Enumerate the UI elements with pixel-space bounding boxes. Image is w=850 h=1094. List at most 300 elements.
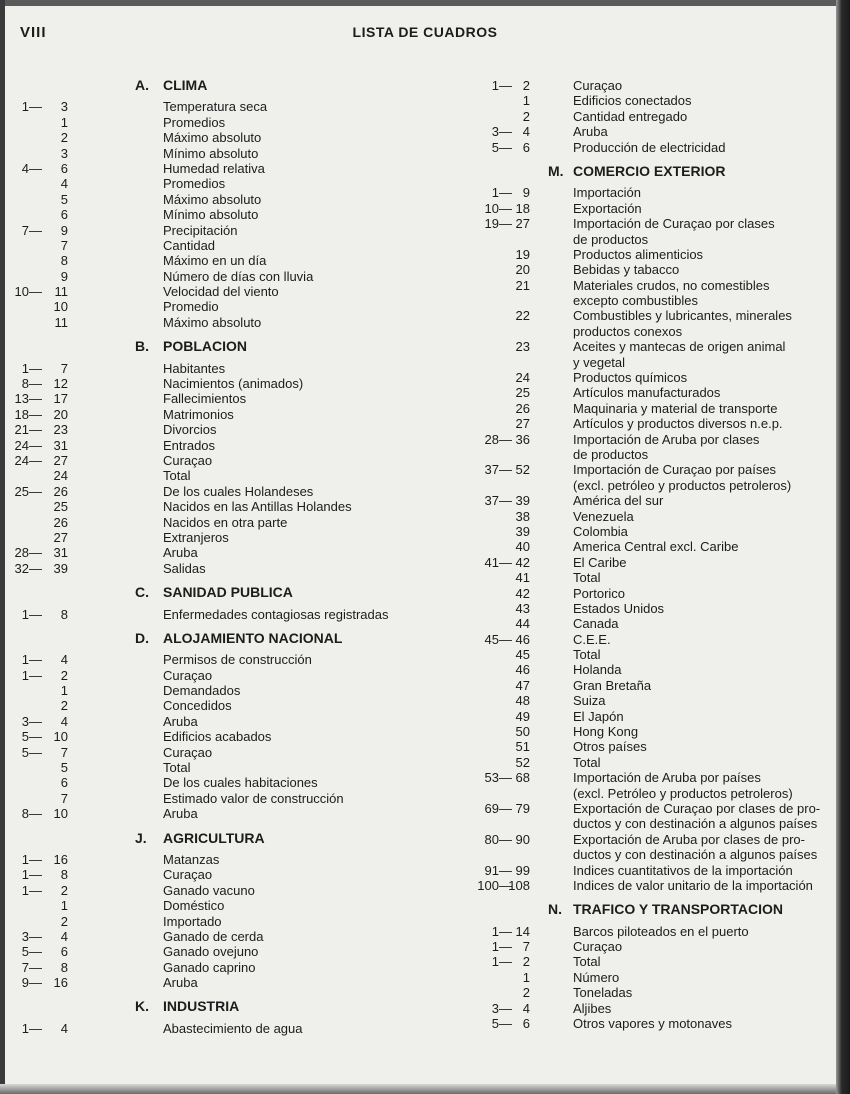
table-title: Divorcios (163, 422, 217, 438)
table-range-start: 1— (491, 954, 512, 970)
table-number: 43 (515, 600, 530, 616)
table-entry-continuation (440, 447, 850, 462)
table-range-start: 1— (21, 1020, 42, 1036)
table-number: 4 (60, 1020, 68, 1036)
table-number: 11 (54, 284, 68, 300)
table-entry (440, 924, 850, 939)
table-entry (440, 93, 850, 108)
table-entry (440, 509, 850, 524)
table-number: 3 (60, 99, 68, 115)
table-title: excepto combustibles (573, 293, 699, 309)
table-entry (440, 632, 850, 647)
table-range-start: 80— (484, 831, 512, 847)
table-title: Total (573, 754, 601, 770)
table-title: Temperatura seca (163, 99, 268, 115)
section-title: TRAFICO Y TRANSPORTACION (573, 901, 784, 918)
table-number: 4 (60, 713, 68, 729)
table-number: 14 (515, 923, 530, 939)
table-number: 16 (53, 975, 68, 991)
table-entry (0, 253, 440, 268)
table-number: 108 (508, 877, 530, 893)
table-range-start: 28— (14, 545, 42, 561)
table-range-start: 1— (21, 652, 42, 668)
table-entry (0, 176, 440, 191)
table-entry (440, 601, 850, 616)
table-entry (440, 432, 850, 447)
table-number: 25 (53, 499, 68, 515)
table-number: 4 (60, 652, 68, 668)
table-entry (0, 714, 440, 729)
table-title: Permisos de construcción (163, 652, 312, 668)
table-entry (0, 683, 440, 698)
table-range-start: 1— (491, 923, 512, 939)
section-letter: K. (135, 998, 149, 1015)
section-letter: A. (135, 77, 149, 93)
table-entry-continuation (440, 293, 850, 308)
section-letter: D. (135, 629, 149, 646)
table-range-start: 3— (491, 1000, 512, 1016)
table-entry (0, 883, 440, 898)
table-number: 2 (522, 108, 530, 124)
table-range-start: 4— (21, 160, 42, 176)
table-title: (excl. Petróleo y productos petroleros) (573, 785, 793, 801)
table-number: 1 (522, 969, 530, 985)
table-title: Combustibles y lubricantes, minerales (573, 308, 792, 324)
table-title: ductos y con destinación a algunos países (573, 816, 818, 832)
table-number: 4 (522, 1000, 530, 1016)
table-range-start: 7— (21, 959, 42, 975)
table-entry (0, 484, 440, 499)
table-range-start: 5— (491, 139, 512, 155)
table-title: Toneladas (573, 985, 633, 1001)
table-number: 27 (53, 452, 68, 468)
table-entry (440, 216, 850, 231)
table-number: 20 (515, 262, 530, 278)
table-number: 26 (53, 514, 68, 530)
section-heading (0, 339, 440, 354)
table-title: C.E.E. (573, 631, 611, 647)
section-title: CLIMA (163, 77, 208, 93)
table-number: 2 (522, 985, 530, 1001)
table-title: Máximo absoluto (163, 130, 262, 146)
table-entry (440, 201, 850, 216)
table-number: 39 (53, 560, 68, 576)
table-number: 7 (522, 939, 530, 955)
table-entry (0, 960, 440, 975)
table-title: Exportación de Aruba por clases de pro- (573, 831, 805, 847)
table-number: 1 (60, 898, 68, 914)
table-number: 21 (515, 277, 530, 293)
table-entry (0, 161, 440, 176)
table-title: y vegetal (573, 354, 626, 370)
table-title: Curaçao (163, 744, 213, 760)
section-heading (0, 999, 440, 1014)
table-entry (440, 770, 850, 785)
table-range-start: 7— (21, 222, 42, 238)
table-range-start: 3— (21, 713, 42, 729)
section-title: AGRICULTURA (163, 829, 265, 846)
table-range-start: 1— (491, 78, 512, 93)
table-number: 2 (522, 78, 530, 93)
table-number: 38 (515, 508, 530, 524)
table-number: 9 (522, 185, 530, 201)
table-title: Fallecimientos (163, 391, 247, 407)
page-bottom-edge (0, 1084, 850, 1094)
table-entry (0, 898, 440, 913)
table-title: Artículos y productos diversos n.e.p. (573, 416, 783, 432)
section-letter: B. (135, 338, 149, 355)
table-entry (0, 269, 440, 284)
table-entry (0, 499, 440, 514)
table-entry (0, 791, 440, 806)
table-title: El Caribe (573, 554, 627, 570)
section-title: ALOJAMIENTO NACIONAL (163, 629, 343, 646)
table-range-start: 1— (21, 360, 42, 376)
table-entry (440, 970, 850, 985)
section-title: POBLACION (163, 338, 247, 355)
table-number: 68 (515, 770, 530, 786)
table-entry (440, 939, 850, 954)
table-entry (0, 468, 440, 483)
table-number: 2 (60, 913, 68, 929)
table-title: Suiza (573, 693, 606, 709)
table-entry (0, 1021, 440, 1036)
table-title: Nacidos en otra parte (163, 514, 288, 530)
table-entry (0, 515, 440, 530)
table-entry (0, 914, 440, 929)
table-title: Artículos manufacturados (573, 385, 721, 401)
table-number: 52 (515, 754, 530, 770)
section-heading (440, 164, 850, 179)
table-number: 31 (53, 545, 68, 561)
table-entry (440, 262, 850, 277)
table-number: 46 (515, 631, 530, 647)
table-entry (0, 438, 440, 453)
table-title: Cantidad entregado (573, 108, 688, 124)
table-entry (0, 115, 440, 130)
table-number: 27 (515, 416, 530, 432)
table-title: Canada (573, 616, 619, 632)
table-title: Doméstico (163, 898, 225, 914)
table-title: Importación (573, 185, 641, 201)
table-title: Total (573, 954, 601, 970)
table-number: 41 (515, 570, 530, 586)
table-range-start: 1— (21, 606, 42, 622)
table-number: 79 (515, 800, 530, 816)
table-entry-continuation (440, 232, 850, 247)
table-number: 2 (60, 130, 68, 146)
right-column (440, 78, 850, 1031)
table-number: 46 (515, 662, 530, 678)
table-number: 6 (60, 775, 68, 791)
table-entry (440, 616, 850, 631)
table-entry (0, 545, 440, 560)
table-title: Número de días con lluvia (163, 268, 314, 284)
table-number: 4 (60, 176, 68, 192)
table-range-start: 100— (477, 877, 512, 893)
table-entry-continuation (440, 847, 850, 862)
table-entry (0, 530, 440, 545)
table-range-start: 5— (491, 1016, 512, 1032)
table-entry (440, 739, 850, 754)
table-number: 4 (60, 928, 68, 944)
table-number: 20 (53, 406, 68, 422)
table-range-start: 8— (21, 376, 42, 392)
table-number: 16 (53, 851, 68, 867)
table-entry (440, 832, 850, 847)
table-title: Cantidad (163, 237, 216, 253)
table-title: Aljibes (573, 1000, 612, 1016)
table-number: 6 (60, 160, 68, 176)
table-number: 2 (60, 698, 68, 714)
table-title: Máximo absoluto (163, 314, 262, 330)
table-number: 51 (515, 739, 530, 755)
table-range-start: 10— (484, 200, 512, 216)
table-entry (440, 662, 850, 677)
table-title: Maquinaria y material de transporte (573, 400, 778, 416)
table-range-start: 1— (21, 867, 42, 883)
table-entry (440, 985, 850, 1000)
table-entry (0, 315, 440, 330)
table-range-start: 1— (21, 851, 42, 867)
section-letter: J. (135, 829, 147, 846)
table-title: Habitantes (163, 360, 226, 376)
table-entry (440, 863, 850, 878)
table-title: Nacidos en las Antillas Holandes (163, 499, 352, 515)
table-range-start: 5— (21, 729, 42, 745)
table-number: 52 (515, 462, 530, 478)
table-number: 18 (515, 200, 530, 216)
table-number: 1 (522, 93, 530, 109)
table-entry (0, 607, 440, 622)
table-title: Mínimo absoluto (163, 207, 259, 223)
table-entry (440, 462, 850, 477)
table-number: 8 (60, 606, 68, 622)
table-title: Hong Kong (573, 724, 639, 740)
section-title: INDUSTRIA (163, 998, 240, 1015)
table-entry (440, 647, 850, 662)
table-number: 7 (60, 237, 68, 253)
table-entry (440, 247, 850, 262)
section-letter: C. (135, 584, 149, 601)
table-entry-continuation (440, 816, 850, 831)
table-number: 1 (60, 683, 68, 699)
table-range-start: 41— (484, 554, 512, 570)
table-range-start: 9— (21, 975, 42, 991)
table-number: 23 (53, 422, 68, 438)
table-entry (440, 678, 850, 693)
table-entry (440, 1001, 850, 1016)
table-number: 42 (515, 554, 530, 570)
table-title: de productos (573, 446, 649, 462)
table-title: Aruba (163, 713, 198, 729)
table-title: Máximo absoluto (163, 191, 262, 207)
table-entry (440, 524, 850, 539)
table-entry (0, 561, 440, 576)
table-number: 4 (522, 124, 530, 140)
table-range-start: 24— (14, 452, 42, 468)
table-title: Ganado caprino (163, 959, 256, 975)
section-letter: N. (548, 901, 562, 918)
table-number: 10 (53, 299, 68, 315)
table-entry (440, 693, 850, 708)
table-number: 5 (60, 760, 68, 776)
table-entry (440, 109, 850, 124)
table-range-start: 5— (21, 944, 42, 960)
table-entry-continuation (440, 786, 850, 801)
table-entry (0, 852, 440, 867)
table-entry (0, 975, 440, 990)
table-entry (0, 284, 440, 299)
table-range-start: 53— (484, 770, 512, 786)
section-heading (0, 831, 440, 846)
table-title: Producción de electricidad (573, 139, 726, 155)
table-entry (0, 929, 440, 944)
table-range-start: 18— (14, 406, 42, 422)
table-title: Curaçao (163, 452, 213, 468)
table-entry (0, 652, 440, 667)
table-entry (0, 698, 440, 713)
table-number: 40 (515, 539, 530, 555)
table-range-start: 37— (484, 493, 512, 509)
section-heading (440, 902, 850, 917)
table-entry (0, 146, 440, 161)
table-number: 50 (515, 724, 530, 740)
table-title: Ganado de cerda (163, 928, 264, 944)
table-entry (0, 867, 440, 882)
table-entry (0, 238, 440, 253)
table-entry (440, 124, 850, 139)
table-number: 12 (53, 376, 68, 392)
table-title: Importado (163, 913, 222, 929)
table-title: Número (573, 969, 620, 985)
table-entry (440, 370, 850, 385)
table-title: America Central excl. Caribe (573, 539, 739, 555)
table-entry (440, 539, 850, 554)
table-title: de productos (573, 231, 649, 247)
table-entry-continuation (440, 324, 850, 339)
table-title: Salidas (163, 560, 206, 576)
table-number: 26 (515, 400, 530, 416)
table-range-start: 5— (21, 744, 42, 760)
table-number: 27 (515, 216, 530, 232)
table-number: 8 (60, 959, 68, 975)
table-title: Curaçao (573, 939, 623, 955)
table-title: Importación de Curaçao por clases (573, 216, 775, 232)
table-entry (0, 775, 440, 790)
table-number: 2 (522, 954, 530, 970)
table-range-start: 24— (14, 437, 42, 453)
table-number: 45 (515, 647, 530, 663)
table-number: 7 (60, 360, 68, 376)
table-number: 22 (515, 308, 530, 324)
table-title: Importación de Curaçao por países (573, 462, 777, 478)
table-title: Portorico (573, 585, 626, 601)
table-entry (0, 760, 440, 775)
table-entry (440, 724, 850, 739)
table-entry (440, 140, 850, 155)
table-number: 2 (60, 667, 68, 683)
section-heading (0, 78, 440, 93)
table-title: El Japón (573, 708, 624, 724)
table-entry (440, 570, 850, 585)
table-number: 2 (60, 882, 68, 898)
table-number: 6 (60, 944, 68, 960)
table-title: Aruba (163, 806, 198, 822)
table-range-start: 1— (491, 185, 512, 201)
table-range-start: 19— (484, 216, 512, 232)
table-entry (0, 407, 440, 422)
table-range-start: 25— (14, 483, 42, 499)
table-title: Estados Unidos (573, 600, 665, 616)
table-entry (440, 493, 850, 508)
table-range-start: 10— (14, 284, 42, 300)
table-entry (440, 78, 850, 93)
table-title: Exportación (573, 200, 642, 216)
table-title: Exportación de Curaçao por clases de pro- (573, 800, 821, 816)
table-title: Curaçao (163, 667, 213, 683)
table-title: Promedio (163, 299, 219, 315)
table-entry (440, 709, 850, 724)
table-number: 6 (522, 139, 530, 155)
table-title: De los cuales habitaciones (163, 775, 318, 791)
table-title: Otros países (573, 739, 647, 755)
table-number: 24 (53, 468, 68, 484)
table-entry (0, 668, 440, 683)
table-title: Total (163, 760, 191, 776)
table-entry (440, 278, 850, 293)
table-range-start: 13— (14, 391, 42, 407)
table-entry-continuation (440, 355, 850, 370)
table-title: Aruba (163, 545, 198, 561)
table-number: 17 (53, 391, 68, 407)
table-number: 10 (53, 729, 68, 745)
table-range-start: 91— (484, 862, 512, 878)
table-entry (0, 130, 440, 145)
table-entry (0, 376, 440, 391)
table-number: 44 (515, 616, 530, 632)
table-title: Productos alimenticios (573, 246, 704, 262)
table-title: Edificios acabados (163, 729, 272, 745)
table-entry (0, 729, 440, 744)
table-entry (440, 755, 850, 770)
table-title: Holanda (573, 662, 622, 678)
section-letter: M. (548, 162, 564, 179)
table-title: Importación de Aruba por países (573, 770, 761, 786)
table-number: 11 (54, 314, 68, 330)
table-title: América del sur (573, 493, 664, 509)
table-entry (440, 801, 850, 816)
section-title: SANIDAD PUBLICA (163, 584, 293, 601)
table-range-start: 1— (21, 99, 42, 115)
table-entry (440, 555, 850, 570)
table-title: Promedios (163, 176, 226, 192)
section-heading (0, 631, 440, 646)
table-number: 3 (60, 145, 68, 161)
table-title: Precipitación (163, 222, 238, 238)
section-heading (0, 585, 440, 600)
table-entry (0, 453, 440, 468)
table-title: Abastecimiento de agua (163, 1020, 303, 1036)
table-title: Gran Bretaña (573, 677, 652, 693)
table-entry-continuation (440, 478, 850, 493)
table-entry (440, 308, 850, 323)
table-entry (0, 223, 440, 238)
table-entry (0, 299, 440, 314)
table-number: 49 (515, 708, 530, 724)
table-title: Total (163, 468, 191, 484)
table-number: 25 (515, 385, 530, 401)
